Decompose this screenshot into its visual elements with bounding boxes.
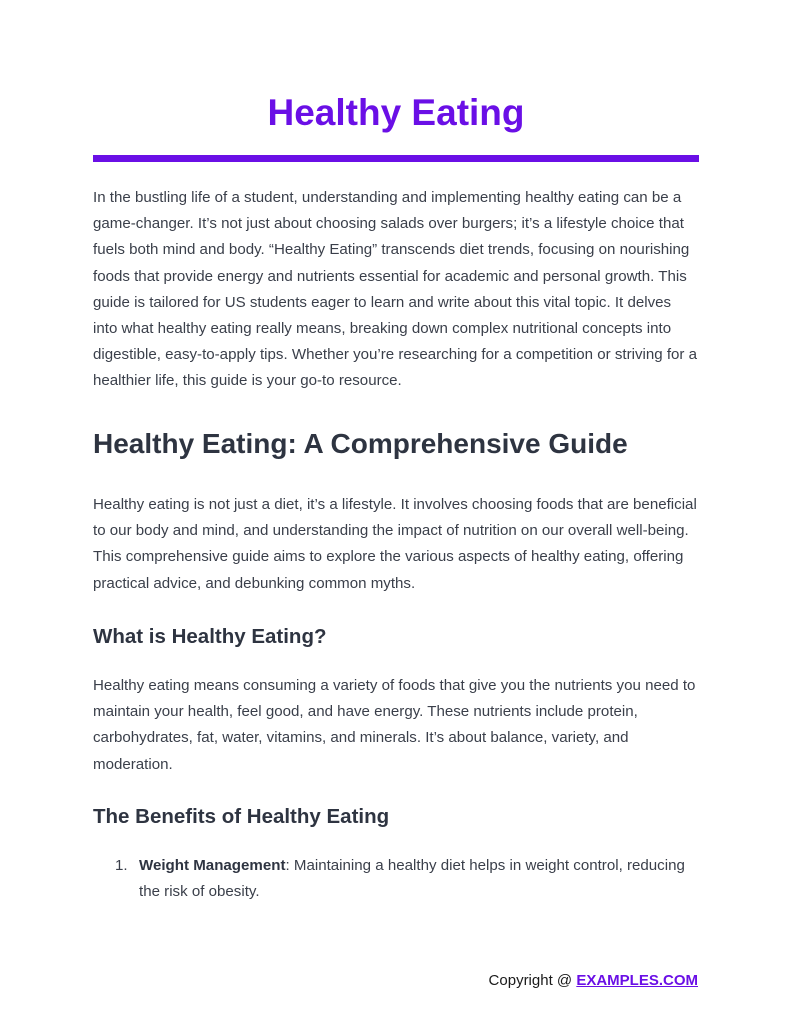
list-item-number: 1. (115, 857, 128, 874)
copyright-prefix: Copyright @ (488, 972, 577, 989)
section-heading: Healthy Eating: A Comprehensive Guide (93, 428, 628, 459)
what-heading: What is Healthy Eating? (93, 625, 327, 648)
list-item-term: Weight Management (139, 857, 286, 874)
benefits-heading: The Benefits of Healthy Eating (93, 805, 390, 828)
copyright-footer (489, 972, 698, 989)
document-title: Healthy Eating (267, 92, 525, 133)
what-paragraph: Healthy eating means consuming a variety of foods that give you the nutrients you need to maintain your health, feel good, and have energy. These nutrients include protein, carbohydrates, fat, water, vitamins, and minerals. It’s about balance, variety, and moderation. (93, 677, 696, 773)
list-item-text: : Maintaining a healthy diet helps in weight control, reducing the risk of obesity. (139, 857, 685, 901)
intro-paragraph: In the bustling life of a student, understanding and implementing healthy eating can be a game-changer. It’s not just about choosing salads over burgers; it’s a lifestyle choice that fuels both mind and body. “Healthy Eating” transcends diet trends, focusing on nourishing foods that provide energy and nutrients essential for academic and personal growth. This guide is tailored for US students eager to learn and write about this vital topic. It delves into what healthy eating really means, breaking down complex nutritional concepts into digestible, easy-to-apply tips. Whether you’re researching for a competition or striving for a healthier life, this guide is your go-to resource. (93, 189, 698, 390)
examples-link[interactable]: EXAMPLES.COM (576, 972, 698, 989)
title-divider (93, 155, 699, 162)
section-paragraph: Healthy eating is not just a diet, it’s a lifestyle. It involves choosing foods that are beneficial to our body and mind, and understanding the impact of nutrition on our overall well-being. This comprehensive guide aims to explore the various aspects of healthy eating, offering practical advice, and debunking common myths. (93, 496, 697, 592)
benefits-list (93, 853, 699, 905)
list-item (93, 853, 699, 905)
